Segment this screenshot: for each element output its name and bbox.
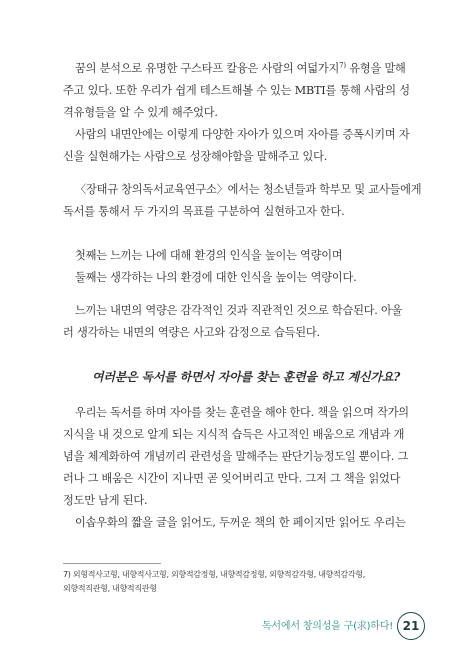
page-number-text: 21 xyxy=(402,619,420,633)
section-heading: 여러분은 독서를 하면서 자아를 찾는 훈련을 하고 계신가요? xyxy=(91,370,401,384)
paragraph-3-line-1: 〈장태규 창의독서교육연구소〉에서는 청소년들과 학부모 및 교사들에게 xyxy=(75,183,422,196)
paragraph-6-line-1: 우리는 독서를 하며 자아를 찾는 훈련을 해야 한다. 책을 읽으며 작가의 xyxy=(75,406,409,419)
paragraph-4 xyxy=(63,245,429,289)
running-title: 독서에서 창의성을 구(求)하다! xyxy=(261,621,393,632)
paragraph-2-line-2: 신을 실현해가는 사람으로 성장해야함을 말해주고 있다. xyxy=(63,150,328,163)
paragraph-6-line-3: 념을 체계화하여 개념끼리 관련성을 말해주는 판단기능정도일 뿐이다. 그 xyxy=(63,450,409,463)
footnote-line-1: 7) 외형적사고형, 내향적사고형, 외향적감정형, 내향적감정형, 외향적감각형, 내향적감각형, xyxy=(63,570,365,579)
paragraph-5 xyxy=(63,300,429,344)
paragraph-3-line-2: 독서를 통해서 두 가지의 목표를 구분하여 실현하고자 한다. xyxy=(63,205,345,218)
footnote-divider xyxy=(63,563,161,564)
paragraph-5-line-2: 러 생각하는 내면의 역량은 사고와 감정으로 습득된다. xyxy=(63,326,320,339)
paragraph-2 xyxy=(63,124,429,168)
page-number xyxy=(397,612,425,640)
footnote-line-2: 외향적직관형, 내향적직관형 xyxy=(63,584,157,593)
paragraph-1 xyxy=(63,58,429,124)
paragraph-3 xyxy=(63,179,429,223)
paragraph-1-line-1-end: 유형을 말해 xyxy=(345,62,406,75)
footnote-reference: 7) xyxy=(339,61,346,70)
paragraph-6-line-4: 러나 그 배움은 시간이 지나면 곧 잊어버리고 만다. 그저 그 책을 읽었다 xyxy=(63,472,401,485)
paragraph-6 xyxy=(63,402,429,512)
paragraph-6-line-5: 정도만 남게 된다. xyxy=(63,494,148,507)
paragraph-4-line-1: 첫째는 느끼는 나에 대해 환경의 인식을 높이는 역량이며 xyxy=(75,249,343,262)
paragraph-1-line-3: 격유형들을 알 수 있게 해주었다. xyxy=(63,106,218,119)
paragraph-7-line-1: 이솝우화의 짧을 글을 읽어도, 두꺼운 책의 한 페이지만 읽어도 우리는 xyxy=(75,516,406,529)
paragraph-4-line-2: 둘째는 생각하는 나의 환경에 대한 인식을 높이는 역량이다. xyxy=(75,271,357,284)
paragraph-5-line-1: 느끼는 내면의 역량은 감각적인 것과 직관적인 것으로 학습된다. 아울 xyxy=(75,304,403,317)
paragraph-6-line-2: 지식을 내 것으로 알게 되는 지식적 습득은 사고적인 배움으로 개념과 개 xyxy=(63,428,405,441)
footnote xyxy=(63,568,433,596)
paragraph-1-line-2: 주고 있다. 또한 우리가 쉽게 테스트해볼 수 있는 MBTI를 통해 사람의 성 xyxy=(63,84,410,97)
paragraph-2-line-1: 사람의 내면안에는 이렇게 다양한 자아가 있으며 자아를 증폭시키며 자 xyxy=(75,128,410,141)
paragraph-7 xyxy=(63,512,429,534)
paragraph-1-line-1: 꿈의 분석으로 유명한 구스타프 칼융은 사람의 여덟가지 xyxy=(75,62,340,75)
